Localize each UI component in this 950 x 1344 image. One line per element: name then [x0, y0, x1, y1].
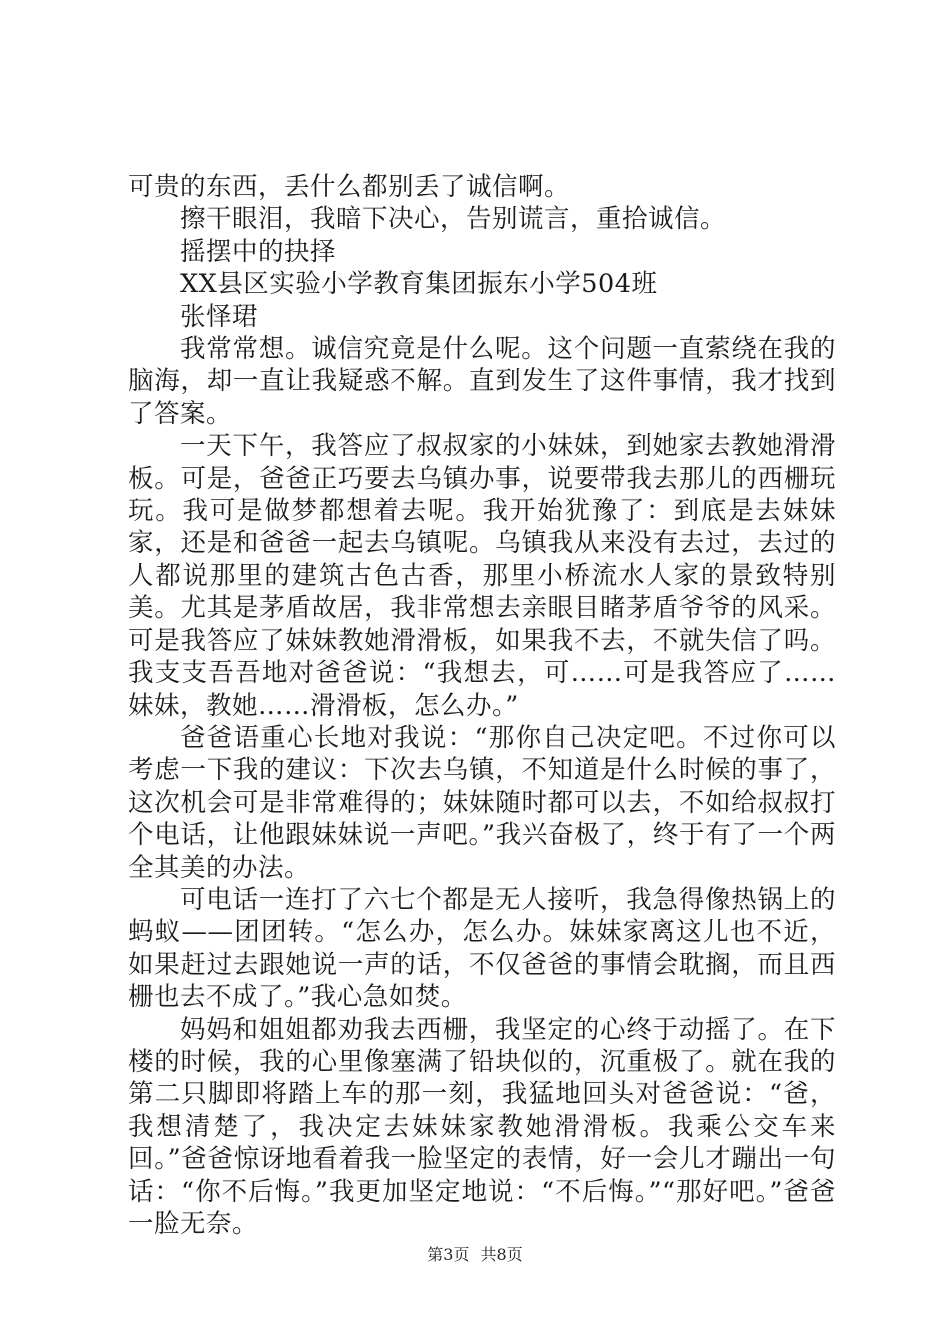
page-total: 共8页 [480, 1245, 523, 1264]
page-number: 第3页 [427, 1245, 470, 1264]
paragraph: 一天下午，我答应了叔叔家的小妹妹，到她家去教她滑滑板。可是，爸爸正巧要去乌镇办事，说要带我去那儿的西栅玩玩。我可是做梦都想着去呢。我开始犹豫了：到底是去妹妹家，还是和爸爸一起去乌镇呢。乌镇我从来没有去过，去过的人都说那里的建筑古色古香，那里小桥流水人家的景致特别美。尤其是茅盾故居，我非常想去亲眼目睹茅盾爷爷的风采。可是我答应了妹妹教她滑滑板，如果我不去，不就失信了吗。我支支吾吾地对爸爸说：“我想去，可……可是我答应了……妹妹，教她……滑滑板，怎么办。” [128, 431, 836, 721]
document-body [128, 171, 836, 1240]
author-name: 张怿珺 [180, 301, 259, 332]
author-school: XX县区实验小学教育集团振东小学504班 [180, 269, 658, 300]
paragraph: 妈妈和姐姐都劝我去西栅，我坚定的心终于动摇了。在下楼的时候，我的心里像塞满了铅块似的，沉重极了。就在我的第二只脚即将踏上车的那一刻，我猛地回头对爸爸说：“爸，我想清楚了，我决定去妹妹家教她滑滑板。我乘公交车来回。”爸爸惊讶地看着我一脸坚定的表情，好一会儿才蹦出一句话：“你不后悔。”我更加坚定地说：“不后悔。”“那好吧。”爸爸一脸无奈。 [128, 1014, 836, 1239]
paragraph: 擦干眼泪，我暗下决心，告别谎言，重拾诚信。 [180, 204, 727, 235]
article-title: 摇摆中的抉择 [180, 236, 337, 267]
paragraph: 可贵的东西，丢什么都别丢了诚信啊。 [128, 172, 571, 202]
paragraph: 我常常想。诚信究竟是什么呢。这个问题一直萦绕在我的脑海，却一直让我疑惑不解。直到发生了这件事情，我才找到了答案。 [128, 334, 836, 429]
paragraph: 可电话一连打了六七个都是无人接听，我急得像热锅上的蚂蚁——团团转。“怎么办，怎么办。妹妹家离这儿也不近，如果赶过去跟她说一声的话，不仅爸爸的事情会耽搁，而且西栅也去不成了。”我心急如焚。 [128, 884, 836, 1013]
page-footer [0, 1244, 950, 1266]
paragraph: 爸爸语重心长地对我说：“那你自己决定吧。不过你可以考虑一下我的建议：下次去乌镇，不知道是什么时候的事了，这次机会可是非常难得的；妹妹随时都可以去，不如给叔叔打个电话，让他跟妹妹说一声吧。”我兴奋极了，终于有了一个两全其美的办法。 [128, 722, 836, 883]
